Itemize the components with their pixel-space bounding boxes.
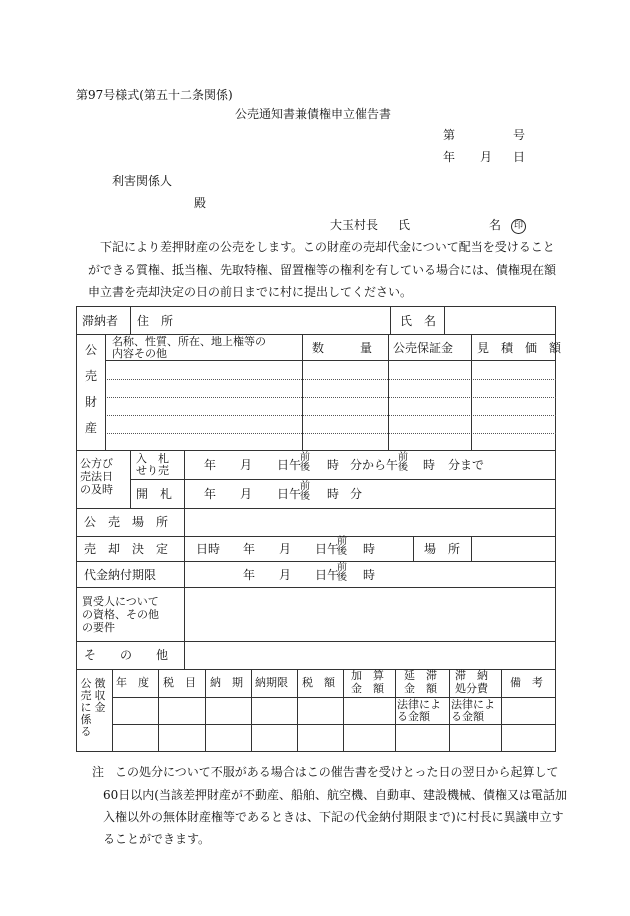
doc-number-prefix: 第 — [443, 128, 456, 142]
sale-decision-datetime: 日時 — [196, 542, 221, 556]
tax-char: る — [80, 725, 92, 738]
note-label: 注 — [92, 765, 105, 779]
date-day: 日 — [513, 150, 526, 164]
opening-day-am: 日午 — [277, 487, 302, 501]
note-line-1: この処分について不服がある場合はこの催告書を受けとった日の翌日から起算して — [115, 765, 559, 779]
property-char: 産 — [84, 421, 97, 435]
sale-decision-place: 場 所 — [424, 542, 461, 556]
bid-hour: 時 — [327, 458, 340, 472]
col-divider — [184, 450, 185, 508]
payment-deadline-label: 代金納付期限 — [84, 568, 157, 582]
tax-deadline-header: 納期限 — [255, 676, 288, 689]
tax-char: 金 — [94, 701, 106, 714]
col-divider — [395, 669, 396, 752]
note-line-4: ることができます。 — [103, 832, 211, 846]
form-number: 第97号様式(第五十二条関係) — [76, 88, 233, 102]
sale-place-label: 公 売 場 所 — [84, 515, 169, 529]
bid-label-1: 入 札 — [136, 452, 169, 465]
opening-year: 年 — [204, 487, 217, 501]
row-divider — [76, 508, 556, 509]
tax-char: 収 — [94, 689, 106, 702]
col-divider — [413, 536, 414, 561]
col-divider — [130, 450, 131, 508]
opening-month: 月 — [240, 487, 253, 501]
col-divider — [297, 669, 298, 752]
col-divider — [444, 306, 445, 334]
bid-until: 分まで — [448, 458, 485, 472]
tax-vertical-label-1 — [80, 678, 92, 738]
date-month: 月 — [480, 150, 493, 164]
col-divider — [390, 306, 391, 334]
doc-number-suffix: 号 — [513, 128, 526, 142]
row-divider — [76, 641, 556, 642]
payment-year: 年 — [243, 568, 256, 582]
sale-decision-hour: 時 — [363, 542, 376, 556]
bid-year: 年 — [204, 458, 217, 472]
arrears-cost-header-2: 処分費 — [455, 682, 488, 695]
payment-ampm-stack: 前 後 — [337, 561, 347, 583]
name-label-1: 氏 — [398, 218, 411, 232]
bid-day-am: 日午 — [277, 458, 302, 472]
address-label: 住 所 — [137, 314, 174, 328]
additional-amount-header-1: 加 算 — [351, 669, 384, 682]
deposit-header: 公売保証金 — [393, 341, 454, 355]
tax-char: 公 — [80, 677, 92, 690]
date-year: 年 — [443, 150, 456, 164]
opening-label: 開 札 — [136, 487, 173, 501]
row-divider — [76, 587, 556, 588]
late-amount-header-1: 延 滞 — [404, 669, 437, 682]
col-divider — [184, 508, 185, 669]
property-desc-line-1: 名称、性質、所在、地上権等の — [112, 335, 266, 348]
remarks-header: 備 考 — [510, 676, 543, 689]
row-divider — [76, 536, 556, 537]
prop-dotted-line — [105, 379, 556, 380]
col-divider — [302, 334, 303, 450]
property-desc-line-2: 内容その他 — [112, 347, 167, 360]
sale-decision-month: 月 — [279, 542, 292, 556]
row-divider — [76, 450, 556, 451]
name-label: 氏 名 — [400, 314, 437, 328]
opening-hour: 時 — [327, 487, 340, 501]
arrears-cost-header-1: 滞 納 — [455, 669, 488, 682]
datetime-label-1: 公方び — [80, 457, 113, 470]
col-divider — [158, 669, 159, 752]
arrears-law-line-1: 法律によ — [451, 698, 495, 711]
opening-ampm-stack: 前 後 — [300, 480, 310, 502]
honorific: 殿 — [194, 196, 207, 210]
buyer-qual-line-2: の資格、その他 — [82, 608, 159, 621]
col-divider — [105, 334, 106, 450]
sale-decision-day-am: 日午 — [315, 542, 340, 556]
tax-char: 係 — [80, 713, 92, 726]
bid-ampm-stack: 前 後 — [300, 451, 310, 473]
sale-decision-ampm-stack: 前 後 — [337, 535, 347, 557]
bid-ampm-stack-2: 前 後 — [398, 451, 408, 473]
col-divider — [449, 669, 450, 752]
row-divider — [76, 561, 556, 562]
bid-pm: 午 — [386, 458, 399, 472]
delinquent-label: 滞納者 — [82, 314, 119, 328]
col-divider — [112, 669, 113, 752]
tax-year-header: 年 度 — [116, 676, 149, 689]
tax-char: 売 — [80, 689, 92, 702]
issuer: 大玉村長 — [330, 218, 379, 232]
estimate-header: 見 積 価 額 — [477, 341, 562, 355]
document-title: 公売通知書兼債権申立催告書 — [235, 107, 392, 121]
payment-hour: 時 — [363, 568, 376, 582]
late-law-line-1: 法律によ — [397, 698, 441, 711]
prop-dotted-line — [105, 397, 556, 398]
bid-month: 月 — [240, 458, 253, 472]
col-divider — [251, 669, 252, 752]
tax-due-header: 納 期 — [210, 676, 243, 689]
col-divider — [388, 334, 389, 450]
tax-amount-header: 税 額 — [302, 676, 335, 689]
sale-decision-label: 売 却 決 定 — [84, 542, 169, 556]
bid-hour-2: 時 — [423, 458, 436, 472]
property-char: 公 — [84, 343, 97, 357]
additional-amount-header-2: 金 額 — [351, 682, 384, 695]
name-label-2: 名 — [489, 218, 502, 232]
opening-minute: 分 — [350, 487, 363, 501]
payment-month: 月 — [279, 568, 292, 582]
quantity-header: 数 量 — [312, 341, 373, 355]
datetime-label-2: 売法日 — [80, 470, 113, 483]
bid-label-2: せり売 — [136, 464, 169, 477]
prop-header-divider — [105, 360, 556, 361]
col-divider — [343, 669, 344, 752]
sale-decision-year: 年 — [243, 542, 256, 556]
intro-line-2: ができる質権、抵当権、先取特権、留置権等の権利を有している場合には、債権現在額 — [88, 263, 557, 277]
property-char: 売 — [84, 369, 97, 383]
col-divider — [501, 669, 502, 752]
buyer-qual-line-1: 買受人について — [82, 595, 159, 608]
tax-vertical-label-2 — [94, 678, 106, 714]
buyer-qual-line-3: の要件 — [82, 621, 115, 634]
datetime-label-3: の及時 — [80, 483, 113, 496]
payment-day-am: 日午 — [315, 568, 340, 582]
tax-item-header: 税 目 — [163, 676, 196, 689]
tax-row-divider — [112, 724, 556, 725]
tax-char: 徴 — [94, 677, 106, 690]
col-divider — [471, 536, 472, 561]
seal-icon: 印 — [511, 216, 526, 235]
prop-dotted-line — [105, 433, 556, 434]
arrears-law-line-2: る金額 — [451, 710, 484, 723]
prop-dotted-line — [105, 415, 556, 416]
bid-from: 分から — [350, 458, 387, 472]
intro-line-3: 申立書を売却決定の日の前日までに村に提出してください。 — [88, 285, 413, 299]
property-char: 財 — [84, 395, 97, 409]
late-amount-header-2: 金 額 — [404, 682, 437, 695]
late-law-line-2: る金額 — [397, 710, 430, 723]
tax-char: に — [80, 701, 92, 714]
other-label: そ の 他 — [84, 648, 169, 662]
addressee: 利害関係人 — [112, 174, 173, 188]
datetime-divider — [130, 479, 556, 480]
col-divider — [471, 334, 472, 450]
col-divider — [130, 306, 131, 334]
note-line-3: 入権以外の無体財産権等であるときは、下記の代金納付期限まで)に村長に異議申立す — [103, 810, 564, 824]
col-divider — [205, 669, 206, 752]
property-vertical-label — [84, 343, 98, 435]
intro-line-1: 下記により差押財産の公売をします。この財産の売却代金について配当を受けること — [100, 240, 555, 254]
note-line-2: 60日以内(当該差押財産が不動産、船舶、航空機、自動車、建設機械、債権又は電話加 — [103, 788, 567, 802]
